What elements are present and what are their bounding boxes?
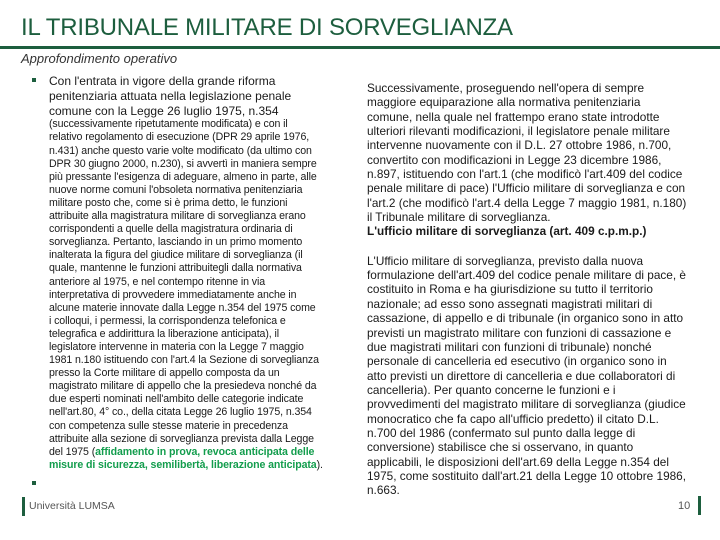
page-number: 10 bbox=[678, 500, 691, 512]
text-line: con competenza sulle stesse materie in precedenza bbox=[49, 419, 288, 432]
text-line: Con l'entrata in vigore della grande riforma bbox=[49, 74, 276, 88]
right-column-text bbox=[367, 81, 686, 498]
text-line: comune, nella quale nel frattempo erano state introdotte bbox=[367, 109, 660, 124]
text-line: nell'art.80, 4° co., della citata Legge 26 luglio 1975, n.354 bbox=[49, 406, 312, 419]
text-line bbox=[49, 446, 323, 459]
text-line: militare posto che, come si è prima detto, le funzioni bbox=[49, 196, 288, 209]
text-line: quale, mantenne le funzioni attribuitegli dalla normativa bbox=[49, 262, 302, 275]
text-line: penale militare di pace) l'Ufficio militare di sorveglianza e con bbox=[367, 181, 686, 196]
text-line: cancelleria). Per quanto concerne le funzioni e i bbox=[367, 382, 616, 397]
text-line: cassazione, di appello e di tribunale (in organico sono in atto bbox=[367, 311, 684, 326]
text-line bbox=[49, 459, 323, 472]
text-line: due esperti nominati nell'ambito delle categorie indicate bbox=[49, 393, 304, 406]
text-line: monocratico che fa capo all'ufficio predetto) il citato D.L. bbox=[367, 411, 659, 426]
left-column-text bbox=[49, 74, 323, 472]
text-line: formulazione dell'art.409 del codice penale militare di pace, è bbox=[367, 268, 686, 283]
text-line: maggiore equiparazione alla normativa penitenziaria bbox=[367, 95, 641, 110]
text-line: relativo regolamento di esecuzione (DPR 29 aprile 1976, bbox=[49, 131, 310, 144]
text-line: convertito con modificazioni in Legge 23 dicembre 1986, bbox=[367, 152, 662, 167]
text-line: n.897, istituendo con l'art.1 (che modificò l'art.409 del codice bbox=[367, 167, 683, 182]
text-line: magistrato militare di appello che la presiedeva nonché da bbox=[49, 380, 317, 393]
text-run: del 1975 ( bbox=[49, 445, 96, 458]
text-line: telegrafica e addirittura la liberazione anticipata), il bbox=[49, 327, 279, 340]
text-line: interpretativa di provvedere immediatamente anche in bbox=[49, 288, 297, 301]
text-line: conversione) stabilisce che si osservano, in quanto bbox=[367, 440, 634, 455]
text-line: 1975, come sostituito dall'art.21 della Legge 10 ottobre 1986, bbox=[367, 468, 687, 483]
text-line: legislatore intervenne in materia con la Legge 7 maggio bbox=[49, 340, 304, 353]
highlighted-text: misure di sicurezza, semilibertà, liberazione anticipata bbox=[49, 458, 317, 471]
left-body-lines bbox=[49, 118, 323, 445]
footer-left-bar bbox=[22, 497, 25, 516]
left-intro-lines bbox=[49, 74, 323, 118]
highlighted-text: affidamento in prova, revoca anticipata delle bbox=[95, 445, 315, 458]
text-line: n.700 del 1986 (confermato sul punto dalla legge di bbox=[367, 425, 636, 440]
text-line: presso la Corte militare di appello composta da un bbox=[49, 367, 280, 380]
text-line: corrispondenti a quelle della magistratura ordinaria di bbox=[49, 223, 293, 236]
text-line: ulteriori rilevanti modificazioni, il legislatore penale militare bbox=[367, 124, 670, 139]
text-line: 1981 n.180 istituendo con l'art.4 la Sezione di sorveglianza bbox=[49, 354, 319, 367]
slide-title: IL TRIBUNALE MILITARE DI SORVEGLIANZA bbox=[21, 14, 513, 41]
text-line: atto previsti un direttore di cancelleria e due collaboratori di bbox=[367, 368, 676, 383]
text-line: personale di cancelleria ed esecutivo (in organico sono in bbox=[367, 354, 667, 369]
text-line: nuove norme comuni l'obsoleta normativa penitenziaria bbox=[49, 183, 303, 196]
text-line: il Tribunale militare di sorveglianza. bbox=[367, 210, 551, 225]
section-heading: L'ufficio militare di sorveglianza (art. 409 c.p.m.p.) bbox=[367, 224, 647, 239]
text-line: due magistrati militari con funzioni di tribunale) nonché bbox=[367, 339, 652, 354]
text-line: (successivamente ripetutamente modificata) e con il bbox=[49, 118, 288, 131]
empty-bullet-icon bbox=[32, 481, 36, 485]
text-line: L'Ufficio militare di sorveglianza, previsto dalla nuova bbox=[367, 253, 644, 268]
text-line: l'art.2 (che modificò l'art.4 della Legge 7 maggio 1981, n.180) bbox=[367, 195, 687, 210]
text-line: alcune materie innovate dalla Legge n.354 del 1975 come bbox=[49, 301, 316, 314]
text-line: più pressante l'esigenza di adeguare, almeno in parte, alle bbox=[49, 170, 317, 183]
text-line: intervenne nuovamente con il D.L. 27 ottobre 1986, n.700, bbox=[367, 138, 672, 153]
text-line: previsti un magistrato militare con funzioni di cassazione e bbox=[367, 325, 672, 340]
text-line: sorveglianza. Pertanto, lasciando in un primo momento bbox=[49, 236, 303, 249]
text-line: costituito in Roma e ha giurisdizione su tutto il territorio bbox=[367, 282, 653, 297]
text-line: attribuite alla sezione di sorveglianza prevista dalla Legge bbox=[49, 432, 314, 445]
text-line: penitenziaria attuata nella legislazione penale bbox=[49, 88, 292, 103]
text-line: anteriore al 1975, e nel contempo ritenne in via bbox=[49, 275, 266, 288]
text-line: n.431) anche questo varie volte modificato (da ultimo con bbox=[49, 144, 312, 157]
text-line: inalterata la figura del giudice militare di sorveglianza (il bbox=[49, 249, 303, 262]
text-line: attribuite alla magistratura militare di sorveglianza erano bbox=[49, 210, 306, 223]
text-line: DPR 30 giugno 2000, n.230), si avvertì in maniera sempre bbox=[49, 157, 317, 170]
text-line: Successivamente, proseguendo nell'opera di sempre bbox=[367, 81, 645, 95]
text-line: comune con la Legge 26 luglio 1975, n.354 bbox=[49, 103, 279, 118]
text-run: ). bbox=[316, 458, 323, 471]
title-divider bbox=[0, 46, 720, 49]
text-line: n.663. bbox=[367, 483, 400, 498]
text-line: applicabili, le disposizioni dell'art.69 della Legge n.354 del bbox=[367, 454, 669, 469]
text-line: provvedimenti del magistrato militare di sorveglianza (giudice bbox=[367, 397, 686, 412]
paragraph-2 bbox=[367, 254, 686, 498]
footer-university: Università LUMSA bbox=[29, 500, 115, 512]
footer-right-bar bbox=[698, 496, 701, 515]
text-line: i colloqui, i permessi, la corrispondenza telefonica e bbox=[49, 314, 286, 327]
bullet-icon bbox=[32, 78, 36, 82]
text-line: nazionale; ad esso sono assegnati magistrati militari di bbox=[367, 296, 653, 311]
slide-subtitle: Approfondimento operativo bbox=[21, 51, 178, 66]
paragraph-1 bbox=[367, 81, 686, 224]
